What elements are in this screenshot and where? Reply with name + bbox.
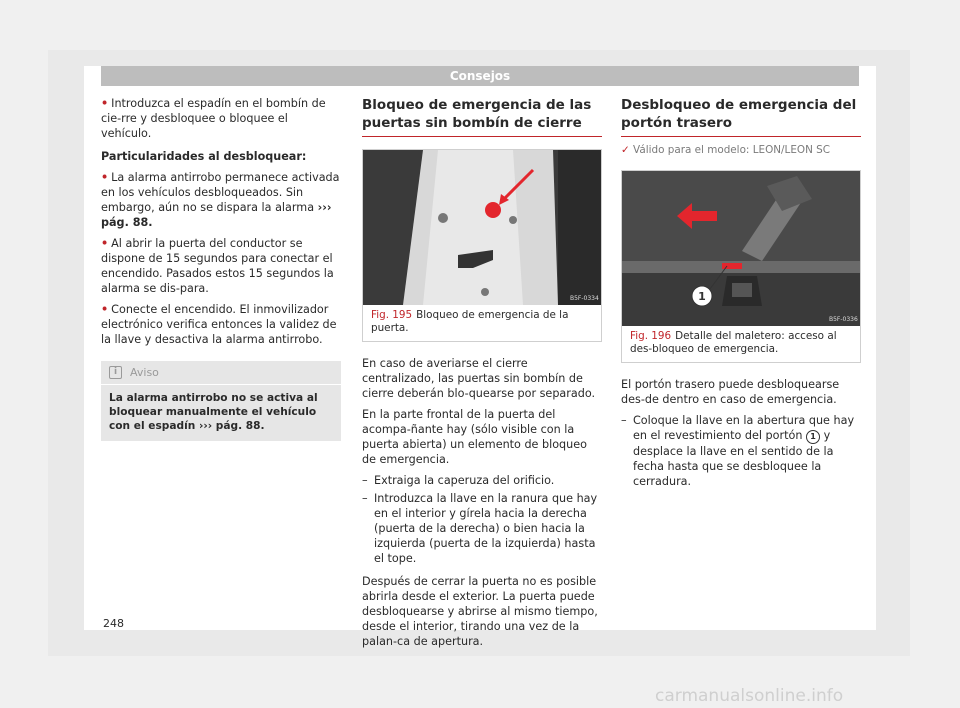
step-item: – Coloque la llave en la abertura que hay en el revestimiento del portón 1 y desplace la llave en el sentido de la fecha hasta que se desbloquee la cerradura. [621,414,855,488]
figure-195 [362,149,602,342]
figure-caption: Fig. 195 Bloqueo de emergencia de la puerta. [371,309,569,334]
column-left [101,96,341,441]
door-lock-illustration [363,150,601,305]
note-box [101,361,341,441]
validity-note: ✓ Válido para el modelo: LEON/LEON SC [621,144,830,156]
paragraph: En la parte frontal de la puerta del acompa-ñante hay (sólo visible con la puerta abierta) un elemento de bloqueo de emergencia. [362,408,587,466]
callout-number: 1 [806,430,820,444]
section-heading: Desbloqueo de emergencia del portón trasero [621,96,861,137]
figure-code: B5F-0336 [829,316,858,323]
page-link[interactable]: ››› pág. 88. [198,420,265,432]
subheading: Particularidades al desbloquear: [101,150,307,163]
tailgate-illustration [622,171,860,326]
bullet-icon: • [101,97,109,110]
bullet-item: • La alarma antirrobo permanece activada en los vehículos desbloqueados. Sin embargo, aún no se dispara la alarma ››› pág. 88. [101,171,340,229]
figure-caption: Fig. 196 Detalle del maletero: acceso al des-bloqueo de emergencia. [630,330,837,355]
column-middle [362,96,602,655]
paragraph: • Introduzca el espadín en el bombín de cie-rre y desbloquee o bloquee el vehículo. [101,97,326,140]
figure-code: B5F-0334 [570,295,599,302]
section-heading: Bloqueo de emergencia de las puertas sin bombín de cierre [362,96,602,137]
paragraph: Después de cerrar la puerta no es posible abrirla desde el exterior. La puerta puede desbloquearse y abrirse al mismo tiempo, desde el interior, tirando una vez de la palan-ca de apertura. [362,575,598,648]
bullet-item: • Conecte el encendido. El inmovilizador electrónico verifica entonces la validez de la llave y desactiva la alarma antirrobo. [101,303,337,346]
bullet-icon: • [101,303,109,316]
paragraph: El portón trasero puede desbloquearse des-de dentro en caso de emergencia. [621,378,840,406]
bullet-item: • Al abrir la puerta del conductor se dispone de 15 segundos para conectar el encendido. Pasados estos 15 segundos la alarma se dis-para. [101,237,334,295]
page-link[interactable]: ››› pág. 88. [101,201,332,229]
step-item: – Extraiga la caperuza del orificio. [362,474,555,487]
section-header: Consejos [101,66,859,86]
info-icon: i [109,366,122,379]
bullet-icon: • [101,171,109,184]
column-right [621,96,861,492]
callout-number: 1 [698,290,706,303]
check-icon: ✓ [621,144,630,156]
note-header: i Aviso [101,361,341,385]
note-body: La alarma antirrobo no se activa al bloquear manualmente el vehículo con el espadín ››› pág. 88. [109,392,318,432]
page-number: 248 [103,617,124,630]
watermark: carmanualsonline.info [655,686,844,706]
paragraph: En caso de averiarse el cierre centralizado, las puertas sin bombín de cierre deberán blo-quearse por separado. [362,357,596,400]
step-item: – Introduzca la llave en la ranura que hay en el interior y gírela hacia la derecha (puerta de la derecha) o bien hacia la izquierda (puerta de la izquierda) hasta el tope. [362,492,598,565]
figure-196 [621,170,861,363]
bullet-icon: • [101,237,109,250]
